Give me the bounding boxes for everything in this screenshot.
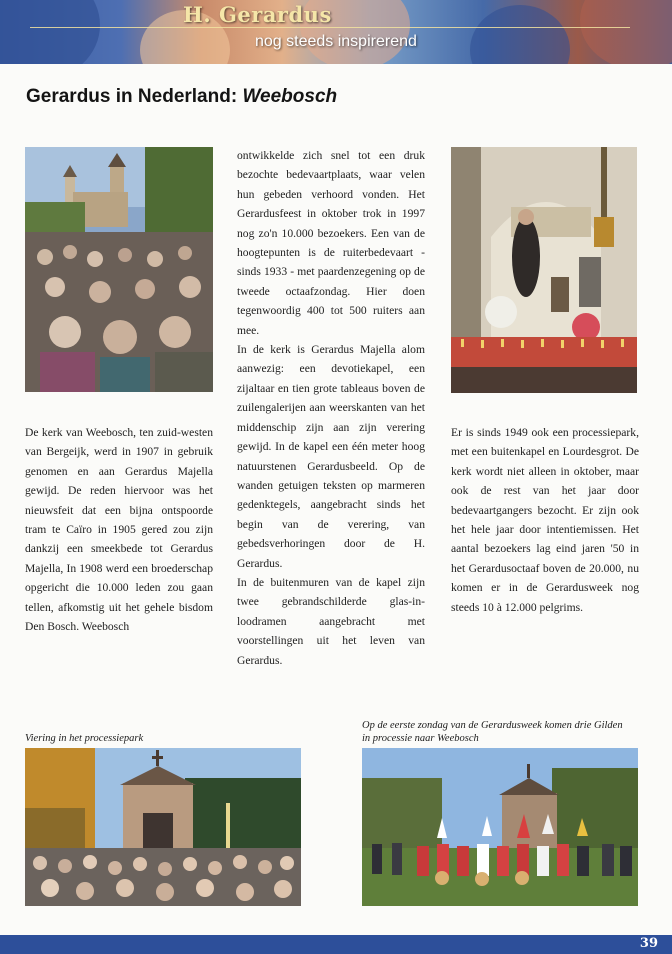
church-crowd-photo: [25, 147, 213, 392]
caption-processiepark: Viering in het processiepark: [25, 733, 144, 744]
banner-decoration: [0, 0, 100, 64]
article-column-2: [237, 146, 425, 670]
caption-gilden: Op de eerste zondag van de Gerardusweek komen drie Gilden in processie naar Weebosch: [362, 720, 623, 744]
banner-subtitle: nog steeds inspirerend: [255, 33, 417, 50]
heading-place: Weebosch: [242, 86, 338, 107]
banner-divider: [30, 27, 630, 28]
banner-decoration: [470, 5, 570, 64]
banner-decoration: [580, 0, 672, 64]
heading-prefix: Gerardus in Nederland:: [26, 86, 243, 107]
column-2-paragraph-2: In de kerk is Gerardus Majella alom aanwezig: een devotiekapel, een zijaltaar en tien grote tableaus boven de zuilengalerijen aan weerskanten van het middenschip zijn aan zijn verering gewijd. In de kapel een één meter hoog natuurstenen Gerardusbeeld. Op de wanden getuigen teksten op marmeren gedenktegels, aangebracht sinds het begin van de verering, van gebedsverhoringen door de H. Gerardus.: [237, 343, 425, 570]
column-2-paragraph-3: In de buitenmuren van de kapel zijn twee gebrandschilderde glas-in-loodramen aangebracht met voorstellingen uit het leven van Gerardus.: [237, 575, 425, 667]
chapel-altar-photo: [451, 147, 637, 393]
processiepark-photo: [25, 748, 301, 906]
header-banner: [0, 0, 672, 64]
column-1-text: De kerk van Weebosch, ten zuid-westen van Bergeijk, werd in 1907 in gebruik genomen en aan Gerardus Majella gewijd. De reden hiervoor was het nieuwsfeit dat een bijna ontspoorde tram te Caïro in 1905 gered zou zijn dankzij een smeekbede tot Gerardus Majella, In 1908 werd een broederschap opgericht die 10.000 leden zou gaan tellen, afkomstig uit het gehele bisdom Den Bosch. Weebosch: [25, 426, 213, 634]
page-number: 39: [639, 936, 658, 951]
column-3-text: Er is sinds 1949 ook een processiepark, met een buitenkapel en Lourdesgrot. De kerk wordt niet alleen in oktober, maar ook de rest van het jaar door bedevaartgangers bezocht. Er zijn ook het hele jaar door intentiemissen. Het aantal bezoekers lag eind jaren '50 in het Gerardusoctaaf boven de 20.000, nu komen er in de Gerardusweek nog steeds 10 à 12.000 pelgrims.: [451, 426, 639, 614]
footer-bar: [0, 935, 672, 954]
column-2-paragraph-1: ontwikkelde zich snel tot een druk bezochte bedevaartplaats, waar velen hun gebeden verhoord vonden. Het Gerardusfeest in oktober trok in 1997 nog zo'n 10.000 bezoekers. Een van de hoogtepunten is de ruiterbedevaart - sinds 1933 - met paardenzegening op de tweede octaafzondag. Hier doen tegenwoordig 400 tot 500 ruiters aan mee.: [237, 149, 425, 337]
article-heading: [26, 86, 337, 108]
article-column-3: [451, 423, 639, 617]
article-column-1: [25, 423, 213, 636]
banner-title: H. Gerardus: [183, 2, 332, 27]
guilds-procession-photo: [362, 748, 638, 906]
